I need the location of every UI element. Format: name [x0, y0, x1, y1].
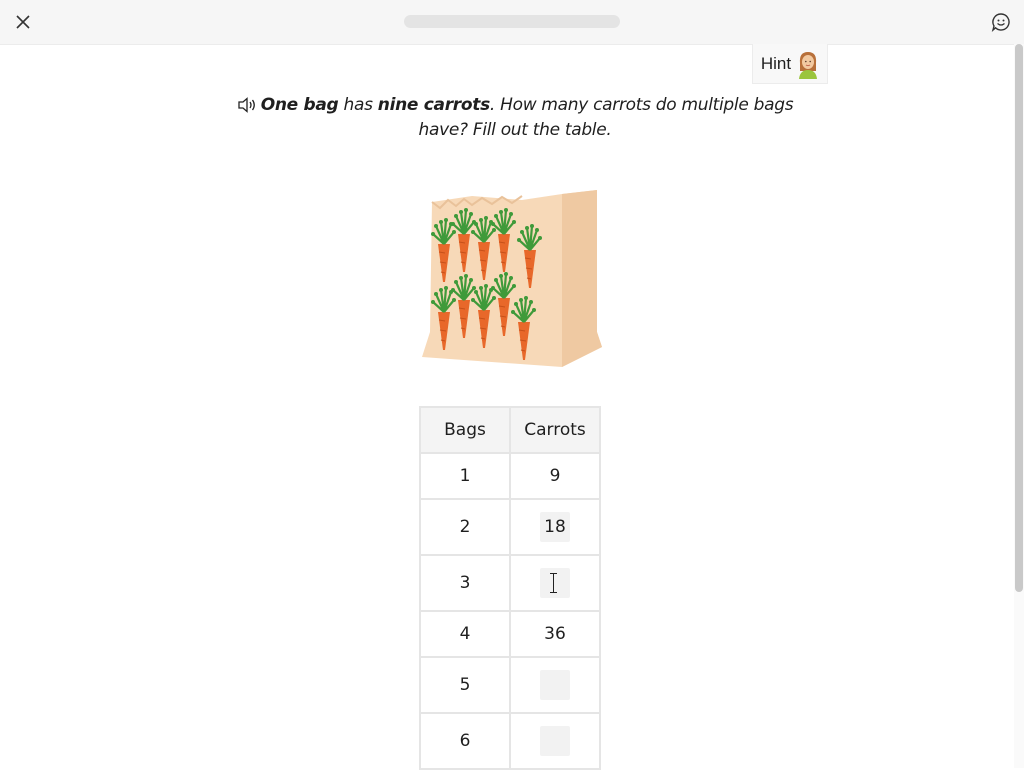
bags-cell: 4: [420, 611, 510, 657]
table-row: [420, 713, 600, 769]
carrots-input[interactable]: [540, 568, 570, 598]
carrots-cell: [510, 713, 600, 769]
bags-cell: 2: [420, 499, 510, 555]
question-text-4: . How many carrots do multiple bags have? Fill out the table.: [418, 95, 794, 140]
bags-cell: 5: [420, 657, 510, 713]
top-bar: [0, 0, 1024, 45]
question-bold-2: nine carrots: [377, 95, 490, 115]
carrots-cell: [510, 657, 600, 713]
table-row: [420, 453, 600, 499]
carrot-bag-illustration: [412, 182, 612, 372]
hint-button[interactable]: [752, 44, 828, 84]
speaker-icon[interactable]: [237, 97, 257, 113]
header-carrots: Carrots: [510, 407, 600, 453]
carrots-cell: 36: [510, 611, 600, 657]
carrots-cell: [510, 499, 600, 555]
hint-label: Hint: [760, 53, 792, 73]
tutor-avatar-icon: [797, 49, 819, 79]
question-bold-1: One bag: [260, 95, 339, 115]
table-row: [420, 555, 600, 611]
table-row: [420, 499, 600, 555]
bags-cell: 1: [420, 453, 510, 499]
carrots-input[interactable]: 18: [540, 512, 570, 542]
chat-button[interactable]: [990, 11, 1012, 33]
header-bags: Bags: [420, 407, 510, 453]
carrots-cell: [510, 555, 600, 611]
carrots-input[interactable]: [540, 670, 570, 700]
table-header-row: [420, 407, 600, 453]
table-row: [420, 611, 600, 657]
bags-carrots-table: [419, 406, 601, 770]
bags-cell: 6: [420, 713, 510, 769]
progress-bar: [404, 15, 620, 28]
text-cursor: [553, 573, 554, 593]
chat-smile-icon: [991, 12, 1011, 32]
scrollbar-thumb[interactable]: [1015, 44, 1023, 592]
carrots-input[interactable]: [540, 726, 570, 756]
question-text-2: has: [338, 95, 378, 115]
carrots-cell: 9: [510, 453, 600, 499]
table-row: [420, 657, 600, 713]
close-button[interactable]: [12, 11, 34, 33]
close-icon: [16, 15, 30, 29]
question-text: [220, 93, 810, 143]
bags-cell: 3: [420, 555, 510, 611]
